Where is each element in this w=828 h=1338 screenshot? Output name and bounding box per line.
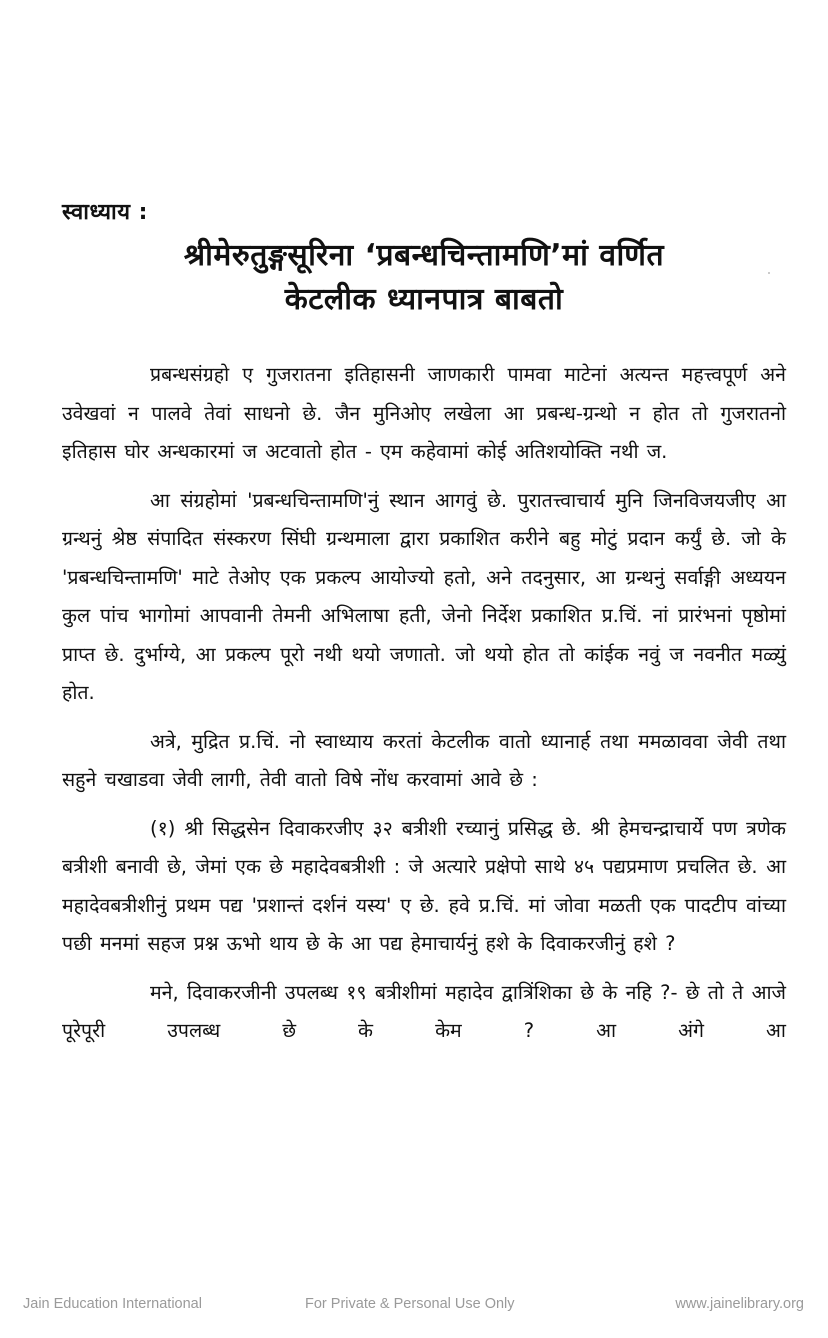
page-footer (0, 1296, 828, 1318)
paragraph-continuation: मने, दिवाकरजीनी उपलब्ध १९ बत्रीशीमां महादेव द्वात्रिंशिका छे के नहि ?- छे तो ते आजे पूरेपूरी उपलब्ध छे के केम ? आ अंगे आ (62, 980, 786, 1042)
footer-website-link[interactable]: www.jainelibrary.org (675, 1296, 804, 1312)
paragraph-point-1: (१) श्री सिद्धसेन दिवाकरजीए ३२ बत्रीशी रच्यानुं प्रसिद्ध छे. श्री हेमचन्द्राचार्ये पण त्रणेक बत्रीशी बनावी छे, जेमां एक छे महादेवबत्रीशी : जे अत्यारे प्रक्षेपो साथे ४५ पद्यप्रमाण प्रचलित छे. आ महादेवबत्रीशीनुं प्रथम पद्य 'प्रशान्तं दर्शनं यस्य' ए छे. हवे प्र.चिं. मां जोवा मळती एक पादटीप वांच्या पछी मनमां सहज प्रश्न ऊभो थाय छे के आ पद्य हेमाचार्यनुं हशे के दिवाकरजीनुं हशे ? (62, 816, 786, 955)
title-line-1: श्रीमेरुतुङ्गसूरिना ‘प्रबन्धचिन्तामणि’मां वर्णित (183, 238, 665, 273)
section-label: स्वाध्याय : (62, 200, 148, 225)
article-title (62, 234, 786, 322)
scan-speck (768, 272, 770, 274)
title-line-2: केटलीक ध्यानपात्र बाबतो (284, 282, 564, 317)
paragraph-notes-intro: अत्रे, मुद्रित प्र.चिं. नो स्वाध्याय करतां केटलीक वातो ध्यानार्ह तथा ममळाववा जेवी तथा सहुने चखाडवा जेवी लागी, तेवी वातो विषे नोंध करवामां आवे छे : (62, 729, 786, 791)
paragraph-prabandhachintamani: आ संग्रहोमां 'प्रबन्धचिन्तामणि'नुं स्थान आगवुं छे. पुरातत्त्वाचार्य मुनि जिनविजयजीए आ ग्रन्थनुं श्रेष्ठ संपादित संस्करण सिंघी ग्रन्थमाला द्वारा प्रकाशित करीने बहु मोटुं प्रदान कर्युं छे. जो के 'प्रबन्धचिन्तामणि' माटे तेओए एक प्रकल्प आयोज्यो हतो, अने तदनुसार, आ ग्रन्थनुं सर्वाङ्गी अध्ययन कुल पांच भागोमां आपवानी तेमनी अभिलाषा हती, जेनो निर्देश प्रकाशित प्र.चिं. नां प्रारंभनां पृष्ठोमां प्राप्त छे. दुर्भाग्ये, आ प्रकल्प पूरो नथी थयो जणातो. जो थयो होत तो कांईक नवुं ज नवनीत मळ्युं होत. (62, 488, 786, 704)
document-page (62, 196, 786, 1061)
article-body (62, 356, 786, 1051)
footer-usage-notice: For Private & Personal Use Only (305, 1296, 515, 1312)
footer-publisher: Jain Education International (23, 1296, 202, 1312)
paragraph-intro: प्रबन्धसंग्रहो ए गुजरातना इतिहासनी जाणकारी पामवा माटेनां अत्यन्त महत्त्वपूर्ण अने उवेखवां न पालवे तेवां साधनो छे. जैन मुनिओए लखेला आ प्रबन्ध-ग्रन्थो न होत तो गुजरातनो इतिहास घोर अन्धकारमां ज अटवातो होत - एम कहेवामां कोई अतिशयोक्ति नथी ज. (62, 363, 786, 463)
